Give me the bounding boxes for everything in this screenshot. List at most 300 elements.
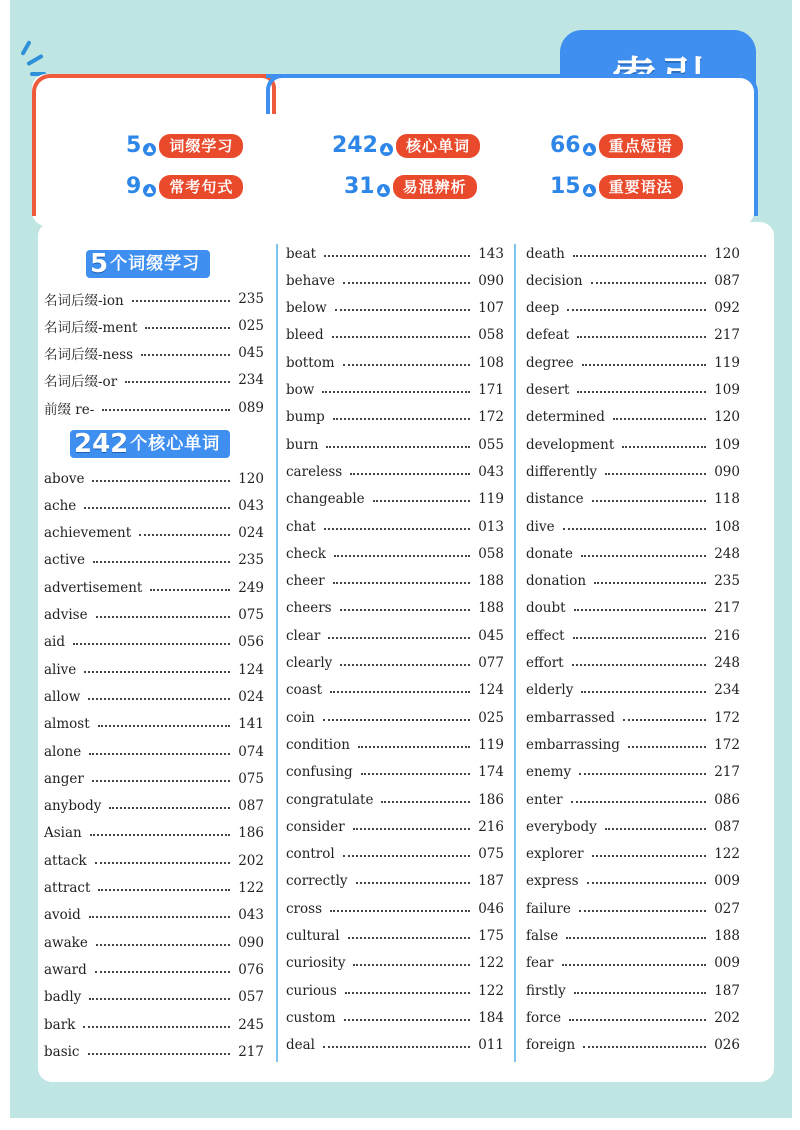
entry-word: attract [44,880,91,896]
entry-page-number: 235 [238,290,264,307]
leader-dots [579,910,706,912]
leader-dots [605,473,706,475]
leader-dots [582,364,707,366]
leader-dots [89,998,230,1000]
leader-dots [622,446,706,448]
summary-label: 易混辨析 [393,175,477,199]
entry-page-number: 107 [478,300,504,317]
entry-page-number: 172 [478,409,504,426]
entry-word: donation [526,573,587,590]
summary-label: 常考句式 [159,175,243,199]
leader-dots [356,882,471,884]
entry-page-number: 119 [478,736,504,753]
section-header-affix [86,250,210,278]
index-entry[interactable] [44,902,264,929]
entry-page-number: 245 [238,1016,264,1033]
entry-word: fear [526,955,554,972]
index-entry[interactable] [286,977,504,1004]
entry-page-number: 122 [478,982,504,999]
leader-dots [592,500,707,502]
leader-dots [90,834,230,836]
leader-dots [361,773,471,775]
index-entry[interactable] [44,984,264,1011]
section-count: 242 [74,429,129,459]
entry-word: avoid [44,907,81,924]
index-entry[interactable] [286,349,504,376]
leader-dots [323,1046,470,1048]
up-arrow-icon: ▲ [377,184,390,197]
index-entry[interactable] [286,786,504,813]
leader-dots [343,855,471,857]
index-entry[interactable] [44,547,264,574]
entry-word: careless [286,463,343,480]
index-entry[interactable] [286,431,504,458]
index-entry[interactable] [286,813,504,840]
entry-page-number: 217 [714,764,740,781]
index-entry[interactable] [44,492,264,519]
leader-dots [563,528,707,530]
index-entry[interactable] [286,513,504,540]
entry-page-number: 217 [238,1043,264,1060]
summary-label: 词缀学习 [159,134,243,158]
entry-word: bow [286,382,315,398]
leader-dots [95,862,231,864]
index-entry[interactable] [44,738,264,765]
entry-page-number: 120 [714,245,740,262]
summary-count: 9 [126,174,142,199]
index-entry[interactable] [286,677,504,704]
section-header-core [70,430,230,458]
leader-dots [84,671,230,673]
entry-word: false [526,928,559,944]
leader-dots [573,637,707,639]
index-entry[interactable] [526,404,740,431]
entry-page-number: 122 [238,880,264,896]
entry-page-number: 011 [478,1037,504,1054]
entry-page-number: 216 [478,818,504,835]
leader-dots [92,480,230,482]
entry-word: bark [44,1016,76,1033]
summary-frame-right-cap [266,74,284,114]
entry-word: below [286,300,327,317]
index-entry[interactable] [286,841,504,868]
entry-word: defeat [526,327,570,344]
index-entry[interactable] [286,923,504,950]
entry-word: everybody [526,818,597,835]
index-entry[interactable] [286,650,504,677]
entry-page-number: 109 [714,436,740,453]
index-entry[interactable] [286,486,504,513]
entry-page-number: 234 [714,682,740,699]
leader-dots [381,801,470,803]
entry-page-number: 046 [478,900,504,917]
entry-word: coast [286,682,323,699]
index-entry[interactable] [526,568,740,595]
index-entry[interactable] [526,977,740,1004]
index-entry[interactable] [526,841,740,868]
index-entry[interactable] [286,240,504,267]
index-entry[interactable] [44,1011,264,1038]
entry-word: development [526,436,615,453]
index-entry[interactable] [286,322,504,349]
leader-dots [574,992,706,994]
index-entry[interactable] [526,923,740,950]
index-entry[interactable] [286,295,504,322]
entry-word: 名词后缀-ness [44,347,134,364]
leader-dots [591,282,707,284]
index-entry[interactable] [526,322,740,349]
section-title: 个核心单词 [130,434,221,454]
entry-page-number: 143 [478,245,504,262]
index-entry[interactable] [526,267,740,294]
leader-dots [572,664,707,666]
leader-dots [95,971,230,973]
entry-page-number: 024 [238,688,264,705]
up-arrow-icon: ▲ [380,143,393,156]
index-entry[interactable] [44,711,264,738]
leader-dots [623,719,706,721]
leader-dots [132,300,231,302]
leader-dots [83,1026,230,1028]
entry-word: clearly [286,655,333,671]
entry-page-number: 045 [478,627,504,644]
summary-item[interactable] [126,174,243,200]
index-entry[interactable] [44,847,264,874]
entry-word: 名词后缀-ment [44,319,138,336]
entry-page-number: 188 [478,573,504,590]
entry-page-number: 075 [238,770,264,787]
entry-page-number: 087 [714,272,740,289]
summary-item[interactable] [550,133,683,159]
leader-dots [141,354,230,356]
leader-dots [566,937,706,939]
index-entry[interactable] [44,602,264,629]
entry-word: bump [286,409,325,426]
summary-count: 5 [126,133,142,158]
index-entry[interactable] [286,1032,504,1059]
entry-word: basic [44,1043,80,1060]
index-entry[interactable] [44,629,264,656]
leader-dots [333,582,471,584]
entry-word: almost [44,716,90,733]
index-entry[interactable] [44,929,264,956]
entry-word: dive [526,518,555,535]
entry-page-number: 027 [714,900,740,917]
leader-dots [594,582,706,584]
index-entry[interactable] [526,1004,740,1031]
index-entry[interactable] [44,875,264,902]
summary-label: 核心单词 [396,134,480,158]
entry-page-number: 216 [714,627,740,644]
index-entry[interactable] [44,520,264,547]
leader-dots [102,409,230,411]
entry-word: firstly [526,982,566,999]
entry-word: death [526,245,565,262]
index-entry[interactable] [286,759,504,786]
index-entry[interactable] [44,956,264,983]
entry-page-number: 119 [478,491,504,508]
leader-dots [96,616,231,618]
entry-page-number: 248 [714,545,740,562]
column-divider [514,244,516,1062]
up-arrow-icon: ▲ [583,143,596,156]
index-entry[interactable] [526,431,740,458]
leader-dots [581,691,706,693]
leader-dots [628,746,706,748]
entry-page-number: 217 [714,327,740,344]
entry-word: force [526,1009,562,1026]
entry-page-number: 234 [238,372,264,389]
leader-dots [581,555,706,557]
entry-page-number: 175 [478,928,504,944]
section-title: 个词缀学习 [110,254,201,274]
index-entry[interactable] [526,377,740,404]
index-entry[interactable] [526,240,740,267]
index-entry[interactable] [44,574,264,601]
index-entry[interactable] [286,458,504,485]
entry-page-number: 235 [714,573,740,590]
summary-item[interactable] [126,133,243,159]
entry-page-number: 108 [478,354,504,371]
entry-page-number: 090 [238,934,264,951]
column-divider [276,244,278,1062]
entry-page-number: 249 [238,579,264,596]
entry-page-number: 124 [238,661,264,678]
summary-item[interactable] [344,174,477,200]
leader-dots [613,418,706,420]
leader-dots [92,780,230,782]
index-entry[interactable] [526,704,740,731]
entry-word: enemy [526,764,572,781]
entry-page-number: 076 [238,961,264,978]
entry-page-number: 235 [238,552,264,569]
leader-dots [358,746,470,748]
entry-page-number: 056 [238,634,264,651]
entry-word: consider [286,818,345,835]
leader-dots [330,691,470,693]
leader-dots [345,992,470,994]
leader-dots [340,664,470,666]
entry-word: attack [44,852,87,869]
leader-dots [324,528,470,530]
entry-page-number: 089 [238,399,264,416]
leader-dots [145,327,230,329]
summary-label: 重点短语 [599,134,683,158]
entry-word: correctly [286,873,348,890]
entry-word: cheer [286,573,325,590]
entry-word: alive [44,661,77,678]
leader-dots [89,753,230,755]
entry-word: explorer [526,846,584,863]
entry-page-number: 074 [238,743,264,760]
entry-word: deal [286,1037,315,1054]
index-entry[interactable] [286,950,504,977]
entry-word: donate [526,545,573,562]
entry-word: badly [44,989,82,1006]
entry-page-number: 109 [714,382,740,398]
index-entry[interactable] [526,486,740,513]
entry-word: cheers [286,600,332,617]
index-entry[interactable] [44,367,264,394]
entry-word: anger [44,770,84,787]
index-entry[interactable] [526,349,740,376]
entry-page-number: 202 [714,1009,740,1026]
summary-item[interactable] [332,133,480,159]
entry-page-number: 187 [478,873,504,890]
entry-page-number: 187 [714,982,740,999]
entry-word: chat [286,518,316,535]
index-entry[interactable] [526,622,740,649]
entry-word: express [526,873,579,890]
index-entry[interactable] [286,704,504,731]
index-entry[interactable] [44,1038,264,1065]
index-entry[interactable] [44,312,264,339]
entry-page-number: 058 [478,545,504,562]
entry-word: award [44,961,87,978]
section-count: 5 [90,249,109,279]
summary-item[interactable] [550,174,683,200]
entry-page-number: 172 [714,709,740,726]
index-entry[interactable] [526,458,740,485]
leader-dots [98,725,231,727]
index-entry[interactable] [526,731,740,758]
index-entry[interactable] [526,895,740,922]
index-entry[interactable] [526,950,740,977]
entry-page-number: 120 [714,409,740,426]
index-entry[interactable] [286,622,504,649]
entry-page-number: 118 [714,491,740,508]
index-entry[interactable] [526,868,740,895]
index-entry[interactable] [286,895,504,922]
entry-word: embarrassing [526,736,620,753]
index-entry[interactable] [526,513,740,540]
entry-word: enter [526,791,563,808]
leader-dots [571,801,707,803]
entry-page-number: 108 [714,518,740,535]
entry-word: effect [526,627,565,644]
leader-dots [577,336,706,338]
entry-word: curiosity [286,955,346,972]
leader-dots [605,828,706,830]
entry-word: beat [286,245,317,262]
entry-page-number: 188 [478,600,504,617]
entry-page-number: 124 [478,682,504,699]
entry-word: differently [526,463,598,480]
leader-dots [139,534,230,536]
index-entry[interactable] [286,568,504,595]
index-entry[interactable] [286,404,504,431]
index-entry[interactable] [526,595,740,622]
entry-word: achievement [44,525,132,542]
entry-word: cross [286,900,322,917]
entry-word: effort [526,655,564,671]
entry-page-number: 075 [478,846,504,863]
index-entry[interactable] [44,394,264,421]
entry-page-number: 043 [238,907,264,924]
entry-word: control [286,846,335,863]
index-entry[interactable] [526,786,740,813]
index-entry[interactable] [286,868,504,895]
entry-page-number: 248 [714,655,740,671]
entry-word: 前缀 re- [44,401,95,418]
leader-dots [109,807,230,809]
leader-dots [340,609,471,611]
leader-dots [353,964,470,966]
index-entry[interactable] [526,677,740,704]
index-entry[interactable] [286,1004,504,1031]
index-entry[interactable] [44,465,264,492]
leader-dots [562,964,707,966]
entry-page-number: 092 [714,300,740,317]
index-entry[interactable] [286,595,504,622]
entry-word: curious [286,982,337,999]
leader-dots [328,637,470,639]
index-entry[interactable] [526,1032,740,1059]
leader-dots [573,255,706,257]
entry-word: coin [286,709,315,726]
index-entry[interactable] [526,813,740,840]
entry-page-number: 184 [478,1009,504,1026]
leader-dots [89,916,230,918]
entry-page-number: 043 [238,497,264,514]
entry-word: ache [44,497,77,514]
summary-count: 15 [550,174,581,199]
entry-word: advise [44,607,88,623]
entry-page-number: 122 [478,955,504,972]
index-entry[interactable] [44,656,264,683]
entry-word: bottom [286,354,335,371]
index-entry[interactable] [44,820,264,847]
summary-count: 242 [332,133,378,158]
leader-dots [373,500,471,502]
leader-dots [577,391,706,393]
leader-dots [330,910,470,912]
index-entry[interactable] [44,683,264,710]
index-entry[interactable] [44,340,264,367]
leader-dots [332,336,471,338]
index-entry[interactable] [286,540,504,567]
leader-dots [73,643,230,645]
index-entry[interactable] [526,650,740,677]
index-entry[interactable] [286,377,504,404]
index-entry[interactable] [44,765,264,792]
leader-dots [350,473,470,475]
index-entry[interactable] [286,267,504,294]
entry-page-number: 090 [478,272,504,289]
entry-word: distance [526,491,584,508]
leader-dots [343,364,471,366]
leader-dots [587,882,707,884]
entry-page-number: 172 [714,736,740,753]
index-entry[interactable] [44,285,264,312]
entry-word: cultural [286,928,340,944]
entry-word: desert [526,382,570,398]
entry-page-number: 086 [714,791,740,808]
index-entry[interactable] [526,759,740,786]
index-entry[interactable] [526,540,740,567]
index-entry[interactable] [286,731,504,758]
entry-page-number: 186 [478,791,504,808]
entry-word: condition [286,736,350,753]
leader-dots [334,555,470,557]
entry-page-number: 087 [238,798,264,815]
entry-page-number: 188 [714,928,740,944]
index-entry[interactable] [44,793,264,820]
entry-page-number: 043 [478,463,504,480]
entry-word: bleed [286,327,324,344]
entry-word: advertisement [44,579,143,596]
index-entry[interactable] [526,295,740,322]
